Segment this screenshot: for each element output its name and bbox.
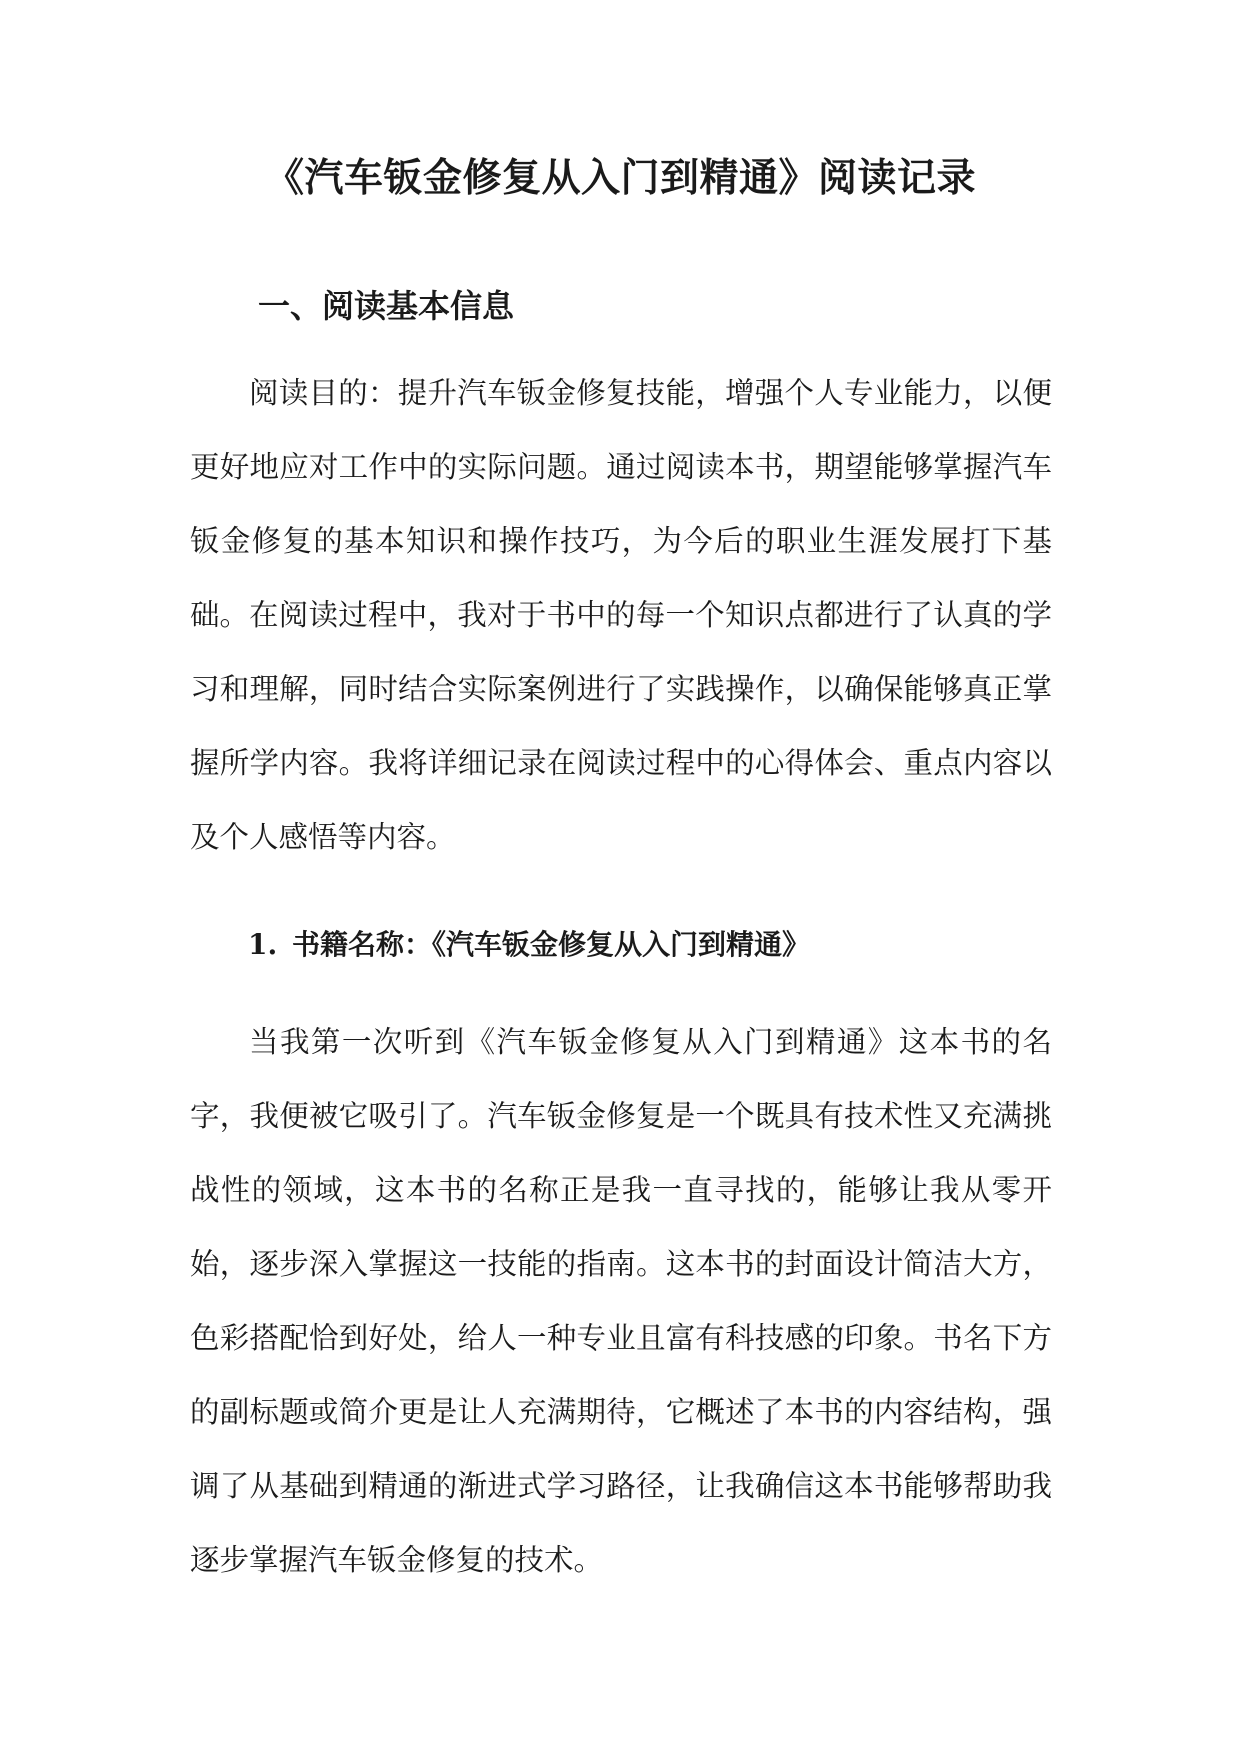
- subsection-heading-text: 书籍名称：《汽车钣金修复从入门到精通》: [292, 928, 811, 961]
- paragraph-book-impression: 当我第一次听到《汽车钣金修复从入门到精通》这本书的名字，我便被它吸引了。汽车钣金修复是一个既具有技术性又充满挑战性的领域，这本书的名称正是我一直寻找的，能够让我从零开始，逐步深入掌握这一技能的指南。这本书的封面设计简洁大方，色彩搭配恰到好处，给人一种专业且富有科技感的印象。书名下方的副标题或简介更是让人充满期待，它概述了本书的内容结构，强调了从基础到精通的渐进式学习路径，让我确信这本书能够帮助我逐步掌握汽车钣金修复的技术。: [190, 1025, 1052, 1577]
- subsection-number: 1.: [248, 928, 278, 961]
- section-heading-basic-info: 一、阅读基本信息: [258, 287, 515, 325]
- paragraph-reading-purpose: 阅读目的：提升汽车钣金修复技能，增强个人专业能力，以便更好地应对工作中的实际问题。通过阅读本书，期望能够掌握汽车钣金修复的基本知识和操作技巧，为今后的职业生涯发展打下基础。: [190, 376, 1052, 632]
- document-title: 《汽车钣金修复从入门到精通》阅读记录: [264, 155, 976, 201]
- subsection-heading-book-name: [248, 924, 810, 966]
- paragraph-reading-process: 在阅读过程中，我对于书中的每一个知识点都进行了认真的学习和理解，同时结合实际案例进行了实践操作，以确保能够真正掌握所学内容。我将详细记录在阅读过程中的心得体会、重点内容以及个人感悟等内容。: [190, 598, 1052, 854]
